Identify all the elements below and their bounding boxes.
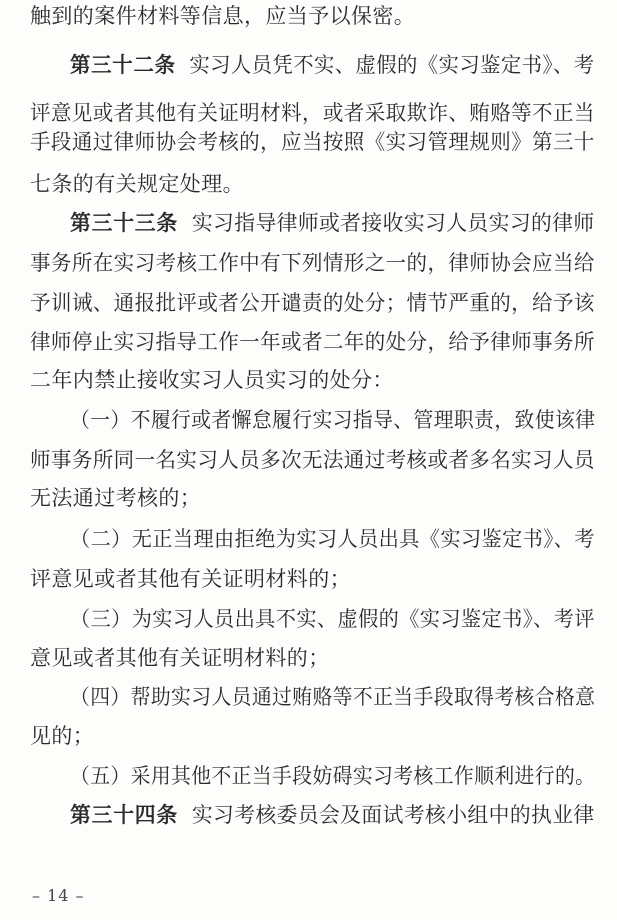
list-item-line: （二）无正当理由拒绝为实习人员出具《实习鉴定书》、考 [70,527,595,551]
page-number: – 14 – [32,886,85,905]
paragraph-line: 见的； [30,724,95,748]
paragraph-line: 师事务所同一名实习人员多次无法通过考核或者多名实习人员 [30,448,595,472]
article-34-heading-line: 第三十四条 实习考核委员会及面试考核小组中的执业律 [70,802,595,827]
paragraph-line: 触到的案件材料等信息，应当予以保密。 [30,4,416,28]
paragraph-line: 律师停止实习指导工作一年或者二年的处分，给予律师事务所 [30,330,595,354]
list-item-line: （一）不履行或者懈怠履行实习指导、管理职责，致使该律 [70,408,596,432]
list-item-line: （五）采用其他不正当手段妨碍实习考核工作顺利进行的。 [70,764,596,788]
paragraph-line: 手段通过律师协会考核的，应当按照《实习管理规则》第三十 [30,130,595,154]
article-number: 第三十二条 [70,52,176,77]
paragraph-line: 七条的有关规定处理。 [30,172,244,196]
list-item-line: （四）帮助实习人员通过贿赂等不正当手段取得考核合格意 [70,685,596,709]
paragraph-line: 无法通过考核的； [30,486,202,510]
article-32-heading-line: 第三十二条 实习人员凭不实、虚假的《实习鉴定书》、考 [70,52,595,77]
paragraph-line: 评意见或者其他有关证明材料，或者采取欺诈、贿赂等不正当 [30,101,595,125]
paragraph-line: 二年内禁止接收实习人员实习的处分： [30,368,394,392]
paragraph-line: 评意见或者其他有关证明材料的； [30,567,351,591]
article-number: 第三十三条 [70,210,178,235]
paragraph-line: 予训诫、通报批评或者公开谴责的处分；情节严重的，给予该 [30,291,595,315]
list-item-line: （三）为实习人员出具不实、虚假的《实习鉴定书》、考评 [70,607,595,631]
paragraph-line: 事务所在实习考核工作中有下列情形之一的，律师协会应当给 [30,251,595,275]
article-number: 第三十四条 [70,802,178,827]
article-33-heading-line: 第三十三条 实习指导律师或者接收实习人员实习的律师 [70,210,595,235]
paragraph-line: 意见或者其他有关证明材料的； [30,646,330,670]
